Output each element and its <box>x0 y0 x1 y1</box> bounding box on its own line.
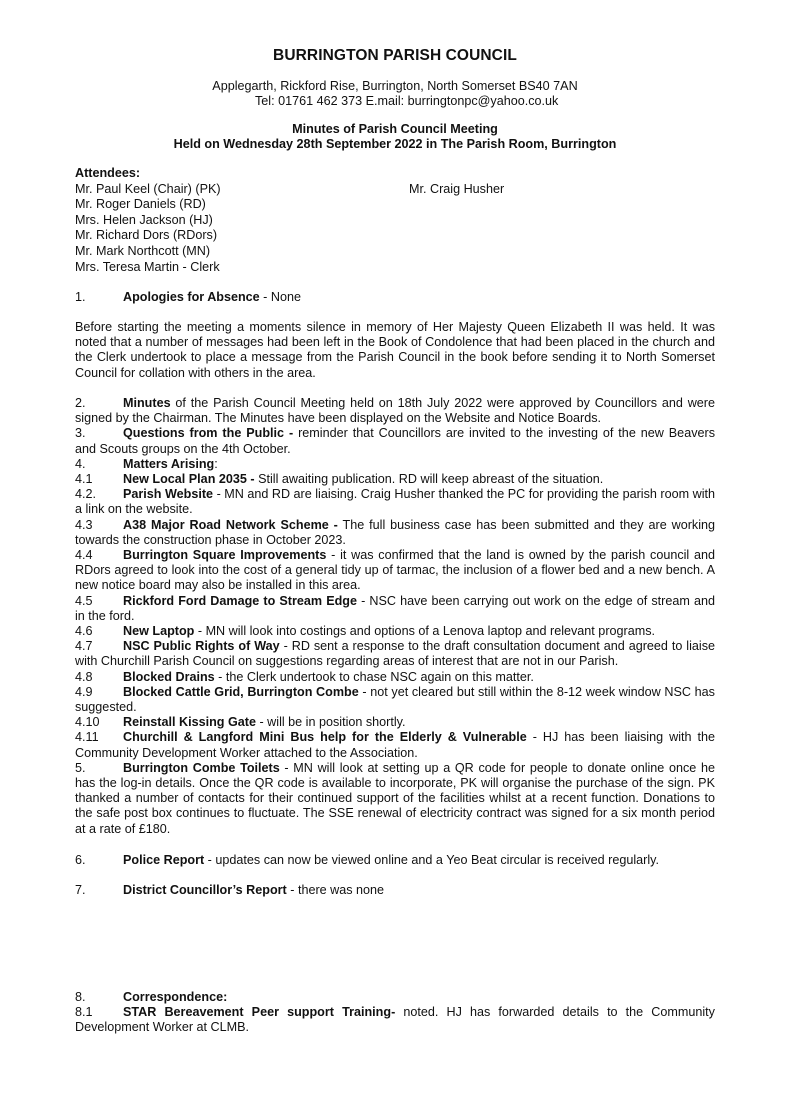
item-text: - there was none <box>286 883 385 897</box>
item-text: - MN will look into costings and options of a Lenova laptop and relevant programs. <box>194 624 655 639</box>
item-heading: Questions from the Public - <box>123 426 294 441</box>
item-number: 2. <box>75 396 86 410</box>
item-heading: Matters Arising <box>123 456 215 471</box>
item-number: 4.6 <box>75 624 93 639</box>
item-text: The full business case has been submitted and they are working towards the construction phase in October 2023. <box>75 517 716 547</box>
item-heading: New Local Plan 2035 - <box>123 472 255 487</box>
item-heading: Blocked Drains <box>123 669 215 684</box>
attendees-section <box>75 166 715 275</box>
item-new-laptop <box>75 624 715 639</box>
item-heading: A38 Major Road Network Scheme - <box>123 517 338 532</box>
item-number: 4.8 <box>75 669 93 684</box>
item-number: 8. <box>75 990 86 1004</box>
item-matters-arising <box>75 457 715 472</box>
item-minutes <box>75 396 715 426</box>
item-square-improvements <box>75 548 715 594</box>
item-text: - the Clerk undertook to chase NSC again on this matter. <box>214 669 534 684</box>
item-parish-website <box>75 487 715 517</box>
item-text: of the Parish Council Meeting held on 18th July 2022 were approved by Councillors and were signed by the Chairman. The Minutes have been displayed on the Website and Notice Boards. <box>75 396 715 426</box>
item-cattle-grid <box>75 685 715 715</box>
attendee: Mr. Roger Daniels (RD) <box>75 197 206 212</box>
item-text: - MN will look at setting up a QR code for people to donate online once he has the log-in details. Once the QR code is available to incorporate, PK will organise the purchase of the sign. PK thanked a number of contacts for their continued support of the facilities whilst at a recent function. Donations to the safe post box continues to fluctuate. The SSE renewal of electricity contract was signed for a six month period at a rate of £180. <box>75 760 715 836</box>
item-heading: Blocked Cattle Grid, Burrington Combe <box>123 684 359 699</box>
item-number: 3. <box>75 426 86 441</box>
item-number: 1. <box>75 290 86 304</box>
item-number: 4.3 <box>75 517 93 532</box>
item-heading: STAR Bereavement Peer support Training- <box>123 1005 396 1020</box>
item-text: : <box>214 456 218 471</box>
item-number: 4.10 <box>75 715 100 730</box>
item-heading: Burrington Square Improvements <box>123 548 327 563</box>
item-heading: Police Report <box>123 853 205 867</box>
item-text: - HJ has been liaising with the Community Development Worker attached to the Association. <box>75 730 715 760</box>
item-star-training <box>75 1005 715 1035</box>
item-number: 4.4 <box>75 548 93 563</box>
attendee: Mrs. Helen Jackson (HJ) <box>75 212 213 227</box>
item-number: 4.11 <box>75 730 99 745</box>
item-number: 4.5 <box>75 593 93 608</box>
item-heading: Correspondence: <box>123 990 228 1004</box>
item-heading: Parish Website <box>123 487 214 502</box>
item-text: - it was confirmed that the land is owned by the parish council and RDors agreed to look into the cost of a general tidy up of tarmac, the inclusion of a flower bed and a new bench. A new notice board may also be installed in this area. <box>75 548 715 593</box>
item-number: 8.1 <box>75 1005 93 1020</box>
item-heading: Minutes <box>123 396 171 410</box>
item-rickford-ford <box>75 594 715 624</box>
council-title: BURRINGTON PARISH COUNCIL <box>273 47 517 64</box>
item-number: 4.9 <box>75 684 93 699</box>
item-number: 7. <box>75 883 86 897</box>
item-heading: Reinstall Kissing Gate <box>123 715 256 730</box>
item-police-report <box>75 853 715 868</box>
attendee: Mr. Richard Dors (RDors) <box>75 228 218 243</box>
item-heading: Churchill & Langford Mini Bus help for the Elderly & Vulnerable <box>123 730 527 745</box>
item-number: 4.2. <box>75 487 97 502</box>
item-heading: NSC Public Rights of Way <box>123 639 280 654</box>
item-a38 <box>75 518 715 548</box>
item-text: - RD sent a response to the draft consultation document and agreed to liaise with Churchill Parish Council on suggestions regarding areas of interest that are not in our Parish. <box>75 639 715 669</box>
item-text: Still awaiting publication. RD will keep abreast of the situation. <box>254 472 604 487</box>
item-heading: Apologies for Absence <box>123 290 260 304</box>
item-number: 4. <box>75 456 86 471</box>
item-text: - updates can now be viewed online and a Yeo Beat circular is received regularly. <box>204 853 660 867</box>
item-correspondence <box>75 990 715 1005</box>
attendee: Mr. Craig Husher <box>409 181 505 196</box>
item-text: - MN and RD are liaising. Craig Husher thanked the PC for providing the parish room with a link on the website. <box>75 487 715 517</box>
item-questions <box>75 426 715 456</box>
item-blocked-drains <box>75 670 715 685</box>
silence-paragraph: Before starting the meeting a moments silence in memory of Her Majesty Queen Elizabeth II was held. It was noted that a number of messages had been left in the Book of Condolence that had been placed in the church and the Clerk undertook to place a message from the Parish Council in the book before sending it to North Somerset Council for collation with others in the area. <box>75 320 715 380</box>
attendee: Mr. Mark Northcott (MN) <box>75 243 211 258</box>
item-district-councillor <box>75 883 715 898</box>
item-heading: District Councillor’s Report <box>123 883 287 897</box>
item-text: - not yet cleared but still within the 8-12 week window NSC has suggested. <box>75 684 715 715</box>
item-combe-toilets <box>75 761 715 837</box>
minutes-title: Minutes of Parish Council Meeting <box>292 122 498 136</box>
correspondence-section <box>75 990 715 1036</box>
item-text: - will be in position shortly. <box>255 715 406 730</box>
item-text: reminder that Councillors are invited to the investing of the new Beavers and Scouts groups on the 4th October. <box>75 426 715 456</box>
council-contact: Tel: 01761 462 373 E.mail: burringtonpc@yahoo.co.uk <box>255 94 559 108</box>
attendee: Mr. Paul Keel (Chair) (PK) <box>75 181 221 196</box>
item-mini-bus <box>75 730 715 760</box>
item-rights-of-way <box>75 639 715 669</box>
item-number: 4.1 <box>75 472 93 487</box>
item-kissing-gate <box>75 715 715 730</box>
item-apologies <box>75 290 715 305</box>
item-local-plan <box>75 472 715 487</box>
item-number: 6. <box>75 853 86 867</box>
meeting-date-location: Held on Wednesday 28th September 2022 in The Parish Room, Burrington <box>173 137 617 151</box>
item-text: - NSC have been carrying out work on the edge of stream and in the ford. <box>75 593 715 623</box>
item-heading: Rickford Ford Damage to Stream Edge <box>123 593 357 608</box>
item-number: 5. <box>75 760 86 775</box>
item-heading: Burrington Combe Toilets <box>123 760 280 775</box>
minutes-body <box>75 396 715 837</box>
item-number: 4.7 <box>75 639 93 654</box>
attendees-label: Attendees: <box>75 166 141 180</box>
item-text: noted. HJ has forwarded details to the Community Development Worker at CLMB. <box>75 1005 715 1035</box>
attendee: Mrs. Teresa Martin - Clerk <box>75 259 220 274</box>
item-heading: New Laptop <box>123 624 195 639</box>
council-address: Applegarth, Rickford Rise, Burrington, North Somerset BS40 7AN <box>212 79 578 93</box>
item-text: - None <box>259 290 301 304</box>
